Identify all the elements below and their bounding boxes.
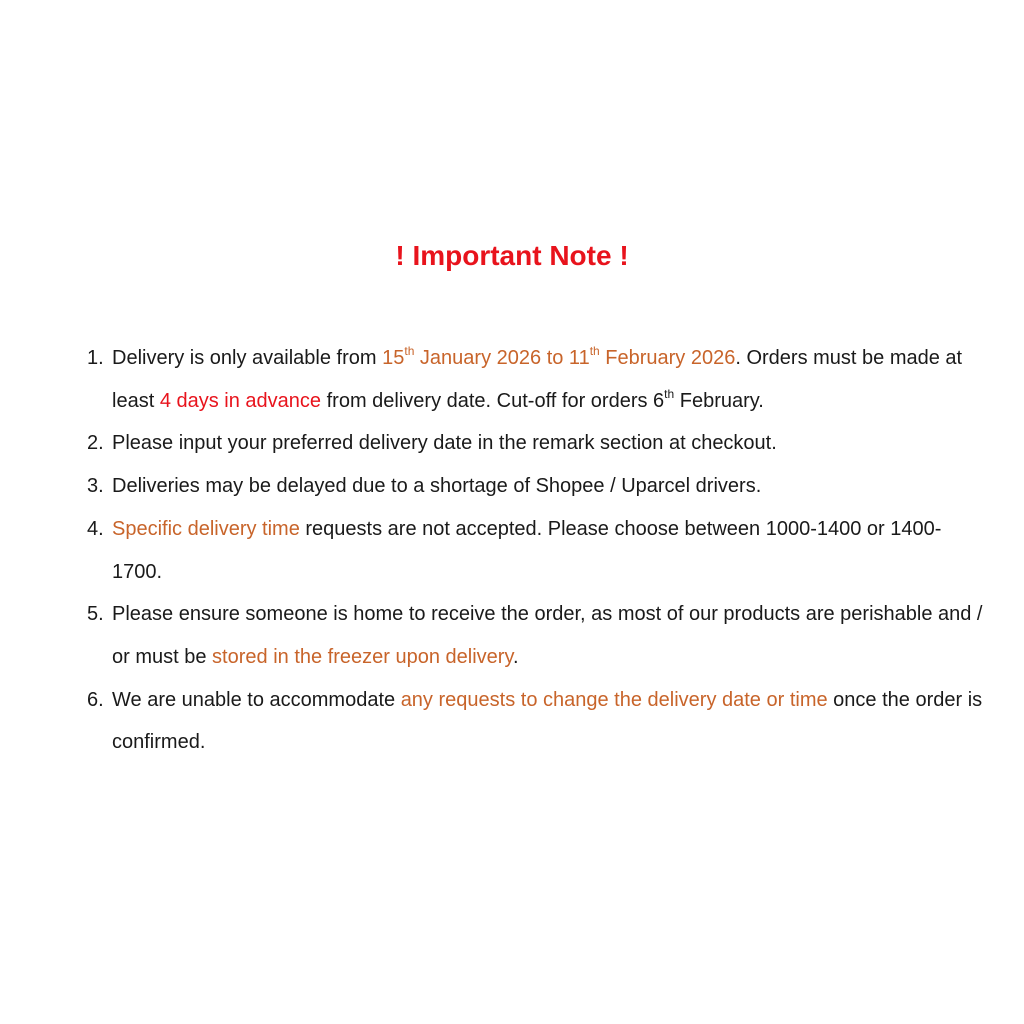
note-title: ! Important Note !	[395, 240, 629, 271]
item-text	[112, 689, 982, 754]
item-number: 6.	[87, 688, 104, 711]
text-segment: January 2026 to 11	[414, 347, 590, 369]
text-segment: requests are not accepted. Please choose between 1000-1400 or 1400-1700.	[112, 517, 942, 583]
text-segment: Deliveries may be delayed due to a shortage of Shopee / Uparcel drivers.	[112, 475, 762, 498]
text-segment: We are unable to accommodate	[112, 688, 401, 711]
item-number: 4.	[87, 517, 104, 540]
note-item-5	[87, 593, 987, 678]
text-segment: Please ensure someone is home to receive the order, as most of our products are perishable and / or must be	[112, 603, 983, 668]
item-text	[112, 518, 941, 583]
item-number: 2.	[87, 432, 104, 455]
text-segment: February 2026	[599, 347, 736, 369]
note-item-4	[87, 508, 987, 593]
item-text	[112, 344, 963, 412]
item-number: 5.	[87, 603, 104, 626]
note-item-2	[87, 422, 987, 465]
text-segment: 4 days in advance	[159, 389, 322, 412]
text-segment: Specific delivery time	[112, 517, 300, 540]
text-segment: .	[512, 645, 519, 668]
text-segment: any requests to change the delivery date or time	[400, 688, 828, 711]
ordinal-suffix: th	[404, 344, 415, 358]
text-segment: . Orders must be made at least	[112, 347, 963, 412]
item-text	[112, 475, 761, 497]
text-segment: from delivery date. Cut-off for orders 6	[321, 389, 665, 412]
ordinal-suffix: th	[589, 344, 600, 358]
text-segment: stored in the freezer upon delivery	[212, 645, 513, 668]
text-segment: February.	[674, 389, 764, 412]
text-segment: Please input your preferred delivery date in the remark section at checkout.	[112, 432, 777, 455]
note-item-3	[87, 465, 987, 508]
item-text	[112, 603, 983, 668]
text-segment: Delivery is only available from	[112, 347, 383, 369]
ordinal-suffix: th	[664, 386, 675, 401]
note-item-1	[87, 337, 987, 422]
item-text	[112, 432, 777, 454]
text-segment: 15	[382, 347, 405, 369]
text-segment: once the order is confirmed.	[112, 688, 983, 754]
item-number: 1.	[87, 347, 104, 369]
item-number: 3.	[87, 475, 104, 498]
note-list	[87, 337, 987, 764]
note-item-6	[87, 679, 987, 764]
